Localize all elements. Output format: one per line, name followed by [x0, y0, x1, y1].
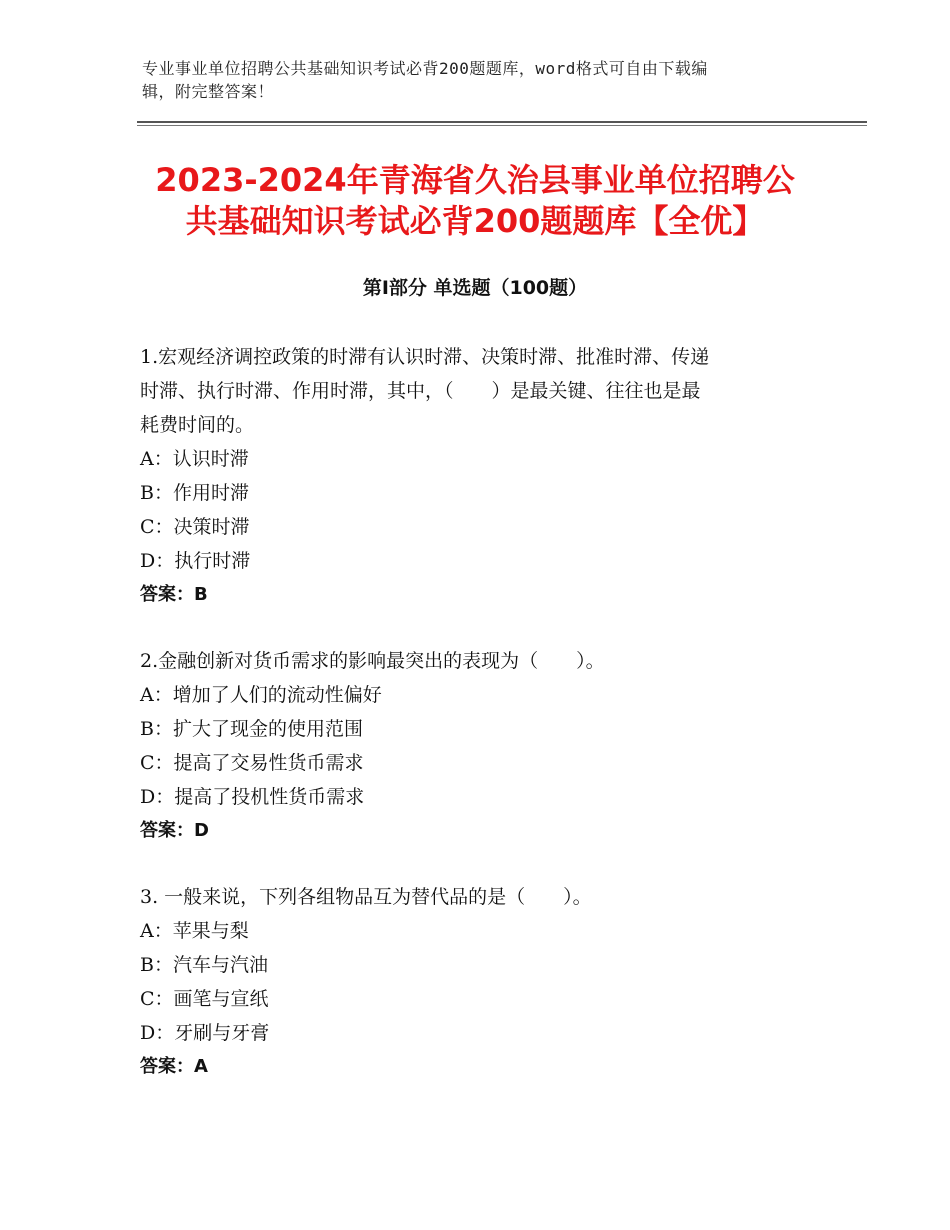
question-stem-line: 3. 一般来说，下列各组物品互为替代品的是（ ）。	[140, 886, 592, 908]
question-spacer	[140, 848, 800, 880]
question-stem-line: 1.宏观经济调控政策的时滞有认识时滞、决策时滞、批准时滞、传递	[140, 346, 710, 368]
header-note-line: 专业事业单位招聘公共基础知识考试必背200题题库，word格式可自由下载编	[142, 59, 708, 78]
question-list	[140, 340, 800, 1084]
option-d: D：提高了投机性货币需求	[140, 786, 365, 808]
option-d: D：牙刷与牙膏	[140, 1022, 270, 1044]
question-stem-line: 耗费时间的。	[140, 414, 255, 436]
question-item	[140, 340, 800, 612]
question-stem-line: 2.金融创新对货币需求的影响最突出的表现为（ ）。	[140, 650, 605, 672]
option-a: A：增加了人们的流动性偏好	[140, 684, 382, 706]
header-divider	[137, 121, 867, 123]
document-title-line: 共基础知识考试必背200题题库【全优】	[185, 202, 765, 240]
question-item	[140, 880, 800, 1084]
question-item	[140, 644, 800, 848]
option-b: B：扩大了现金的使用范围	[140, 718, 363, 740]
document-title	[140, 160, 810, 242]
option-b: B：汽车与汽油	[140, 954, 268, 976]
option-c: C：决策时滞	[140, 516, 250, 538]
question-spacer	[140, 612, 800, 644]
answer-key: 答案：D	[140, 820, 209, 841]
answer-key: 答案：A	[140, 1056, 208, 1077]
header-note	[142, 57, 782, 103]
option-c: C：提高了交易性货币需求	[140, 752, 364, 774]
option-c: C：画笔与宣纸	[140, 988, 269, 1010]
option-a: A：认识时滞	[140, 448, 249, 470]
question-stem-line: 时滞、执行时滞、作用时滞，其中，（ ）是最关键、往往也是最	[140, 380, 701, 402]
header-divider-thin	[137, 125, 867, 126]
header-note-line: 辑，附完整答案！	[142, 82, 275, 101]
option-b: B：作用时滞	[140, 482, 249, 504]
section-title: 第Ⅰ部分 单选题（100题）	[362, 277, 588, 299]
document-title-line: 2023-2024年青海省久治县事业单位招聘公	[155, 161, 795, 199]
answer-key: 答案：B	[140, 584, 208, 605]
option-d: D：执行时滞	[140, 550, 251, 572]
option-a: A：苹果与梨	[140, 920, 249, 942]
